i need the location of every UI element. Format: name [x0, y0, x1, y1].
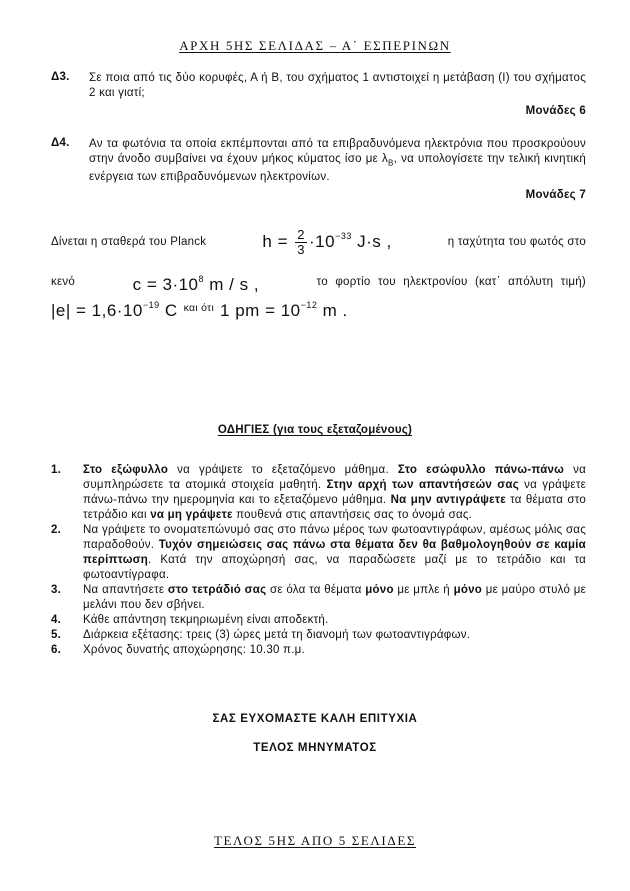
question-d4 — [51, 137, 586, 204]
page-footer: ΤΕΛΟΣ 5ΗΣ ΑΠΟ 5 ΣΕΛΙΔΕΣ — [213, 833, 417, 848]
speed-of-light: $c = 3\cdot 10^8$ m / s , — [132, 274, 260, 294]
instruction-item: 5. Διάρκεια εξέτασης: τρεις (3) ώρες μετά τη διανομή των φωτοαντιγράφων. — [51, 629, 471, 641]
instructions-title: ΟΔΗΓΙΕΣ (για τους εξεταζομένους) — [217, 424, 413, 436]
instruction-item: 1. Στο εξώφυλλο να γράψετε το εξεταζόμενο μάθημα. Στο εσώφυλλο πάνω-πάνω να συμπληρώσετε τα ατομικά στοιχεία μαθητή. Στην αρχή των απαντήσεών σας να γράψετε πάνω-πάνω την ημερομηνία και το εξεταζόμενο μάθημα. Να μην αντιγράψετε τα θέματα στο τετράδιο και να μη γράψετε πουθενά στις απαντήσεις σας το όνομά σας. — [51, 464, 587, 521]
question-text: Σε ποια από τις δύο κορυφές, Α ή Β, του σχήματος 1 αντιστοιχεί η μετάβαση (Ι) του σχήματος 2 και γιατί; — [89, 72, 586, 99]
instruction-item: 2. Να γράψετε το ονοματεπώνυμό σας στο πάνω μέρος των φωτοαντιγράφων, αμέσως μόλις σας παραδοθούν. Τυχόν σημειώσεις σας πάνω στα θέματα δεν θα βαθμολογηθούν σε καμία περίπτωση. Κατά την αποχώρησή σας, να παραδώσετε μαζί με το τετράδιο και τα φωτοαντίγραφα. — [51, 524, 586, 581]
instruction-text: Διάρκεια εξέτασης: τρεις (3) ώρες μετά τη διανομή των φωτοαντιγράφων. — [83, 629, 471, 641]
good-luck-message: ΣΑΣ ΕΥΧΟΜΑΣΤΕ ΚΑΛΗ ΕΠΙΤΥΧΙΑ — [212, 713, 418, 725]
instructions-list — [51, 463, 586, 658]
fraction: $\frac{2}{3}$ — [297, 227, 305, 257]
instruction-text: Να γράψετε το ονοματεπώνυμό σας στο πάνω μέρος των φωτοαντιγράφων, αμέσως μόλις σας παραδοθούν. Τυχόν σημειώσεις σας πάνω στα θέματα δεν θα βαθμολογηθούν σε καμία περίπτωση. Κατά την αποχώρησή σας, να παραδώσετε μαζί με το τετράδιο και τα φωτοαντίγραφα. — [83, 524, 586, 581]
electron-charge: $|e| = 1,6\cdot 10^{-19}$ C — [51, 300, 178, 320]
given-line-2: κενό $c = 3\cdot 10^8$ m / s , το φορτίο του ηλεκτρονίου (κατ᾽ απόλυτη τιμή) — [51, 274, 586, 294]
end-of-message: ΤΕΛΟΣ ΜΗΝΥΜΑΤΟΣ — [253, 742, 377, 754]
instruction-item: 3. Να απαντήσετε στο τετράδιό σας σε όλα τα θέματα μόνο με μπλε ή μόνο με μαύρο στυλό με μελάνι που δεν σβήνει. — [51, 584, 586, 611]
instruction-item: 4. Κάθε απάντηση τεκμηριωμένη είναι αποδεκτή. — [51, 614, 329, 626]
question-marks: Μονάδες 6 — [525, 105, 586, 117]
page-header: ΑΡΧΗ 5ΗΣ ΣΕΛΙΔΑΣ – Α΄ ΕΣΠΕΡΙΝΩΝ — [179, 38, 451, 53]
question-number: Δ4. — [51, 137, 70, 149]
picometer-definition: 1 pm = $10^{-12}$ m . — [220, 300, 348, 320]
question-number: Δ3. — [51, 71, 70, 83]
instruction-item: 6. Χρόνος δυνατής αποχώρησης: 10.30 π.μ. — [51, 644, 306, 656]
given-line-1: Δίνεται η σταθερά του Planck h = $\frac{2}{3}$ $\cdot 10^{-33}$ J·s , η ταχύτητα του φωτός στο — [51, 227, 586, 257]
instruction-text: Χρόνος δυνατής αποχώρησης: 10.30 π.μ. — [83, 644, 306, 656]
question-text: Αν τα φωτόνια τα οποία εκπέμπονται από τα επιβραδυνόμενα ηλεκτρόνια που προσκρούουν στην άνοδο συμβαίνει να έχουν μήκος κύματος ίσο με $\lambda_B$, να υπολογίσετε την τελική κινητική ενέργεια των επιβραδυνόμενων ηλεκτρονίων. — [89, 138, 586, 184]
question-marks: Μονάδες 7 — [525, 189, 586, 202]
instruction-text: Στο εξώφυλλο να γράψετε το εξεταζόμενο μάθημα. Στο εσώφυλλο πάνω-πάνω να συμπληρώσετε τα ατομικά στοιχεία μαθητή. Στην αρχή των απαντήσεών σας να γράψετε πάνω-πάνω την ημερομηνία και το εξεταζόμενο μάθημα. Να μην αντιγράψετε τα θέματα στο τετράδιο και να μη γράψετε πουθενά στις απαντήσεις σας το όνομά σας. — [83, 464, 587, 521]
instruction-text: Να απαντήσετε στο τετράδιό σας σε όλα τα θέματα μόνο με μπλε ή μόνο με μαύρο στυλό με μελάνι που δεν σβήνει. — [83, 584, 586, 611]
instruction-text: Κάθε απάντηση τεκμηριωμένη είναι αποδεκτή. — [83, 614, 329, 626]
question-d3 — [51, 71, 586, 120]
given-line-3: $|e| = 1,6\cdot 10^{-19}$ C και ότι 1 pm = $10^{-12}$ m . — [51, 300, 348, 320]
planck-constant: h = $\frac{2}{3}$ $\cdot 10^{-33}$ J·s , — [262, 227, 392, 257]
